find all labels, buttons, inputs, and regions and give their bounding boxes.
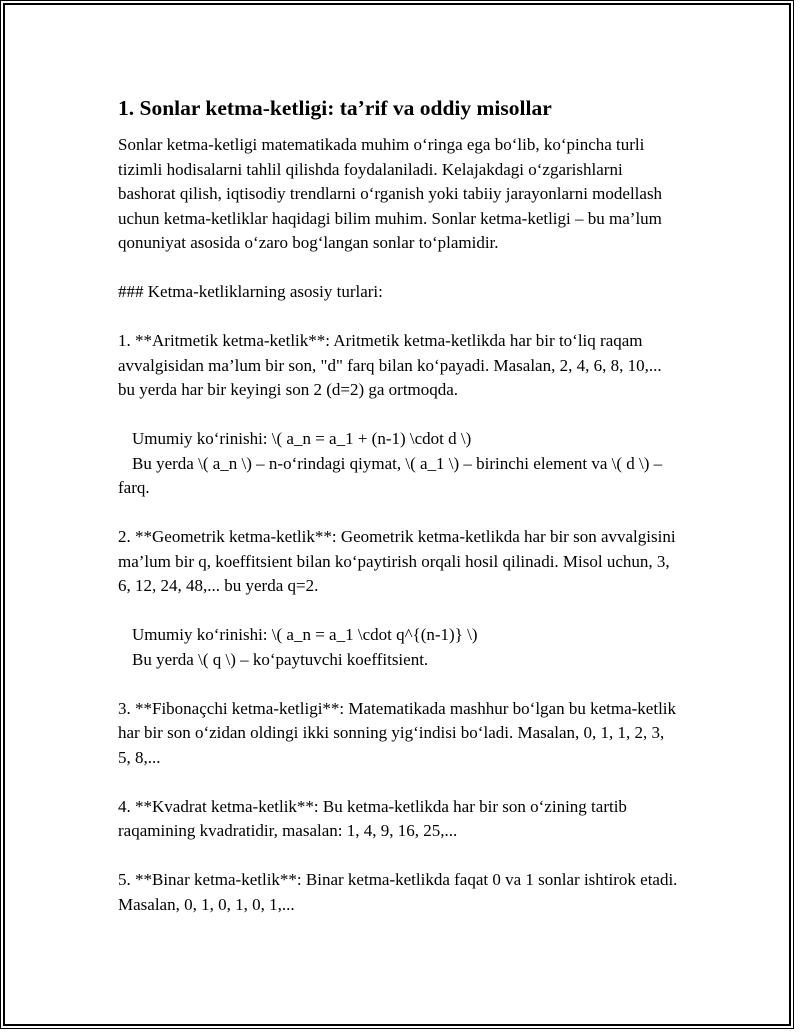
list-item-text: 4. **Kvadrat ketma-ketlik**: Bu ketma-ketlikda har bir son o‘zining tartib raqamining kvadratidir, masalan: 1, 4, 9, 16, 25,... xyxy=(118,796,627,840)
list-item-text: 5. **Binar ketma-ketlik**: Binar ketma-ketlikda faqat 0 va 1 sonlar ishtirok etadi. Masalan, 0, 1, 0, 1, 0, 1,... xyxy=(118,870,678,914)
document-body xyxy=(118,95,680,942)
section-title: 1. Sonlar ketma-ketligi: ta’rif va oddiy misollar xyxy=(118,96,552,120)
list-item-text: 3. **Fibonaçchi ketma-ketligi**: Matematikada mashhur bo‘lgan bu ketma-ketlik har bir son o‘zidan oldingi ikki sonning yig‘indisi bo‘ladi. Masalan, 0, 1, 1, 2, 3, 5, 8,... xyxy=(118,698,677,767)
list-item-square xyxy=(118,795,680,844)
list-item-text: 1. **Aritmetik ketma-ketlik**: Aritmetik ketma-ketlikda har bir to‘liq raqam avvalgisidan ma’lum bir son, "d" farq bilan ko‘payadi. Masalan, 2, 4, 6, 8, 10,... bu yerda har bir keyingi son 2 (d=2) ga ortmoqda. xyxy=(118,331,662,399)
formula-line: Umumiy ko‘rinishi: \( a_n = a_1 \cdot q^{(n-1)} \) xyxy=(132,625,478,644)
list-item-binary xyxy=(118,868,680,917)
list-item-text: 2. **Geometrik ketma-ketlik**: Geometrik ketma-ketlikda har bir son avvalgisini ma’lum bir q, koeffitsient bilan ko‘paytirish orqali hosil qilinadi. Misol uchun, 3, 6, 12, 24, 48,... bu yerda q=2. xyxy=(118,527,676,595)
formula-line: Umumiy ko‘rinishi: \( a_n = a_1 + (n-1) \cdot d \) xyxy=(132,429,472,448)
list-item-arithmetic xyxy=(118,329,680,403)
formula-block-geometric xyxy=(118,623,680,672)
list-item-geometric xyxy=(118,525,680,599)
formula-explanation: Bu yerda \( a_n \) – n-o‘rindagi qiymat, \( a_1 \) – birinchi element va \( d \) – farq. xyxy=(118,453,663,497)
subheading: ### Ketma-ketliklarning asosiy turlari: xyxy=(118,282,383,301)
list-item-fibonacci xyxy=(118,697,680,771)
intro-paragraph: Sonlar ketma-ketligi matematikada muhim o‘ringa ega bo‘lib, ko‘pincha turli tizimli hodisalarni tahlil qilishda foydalaniladi. Kelajakdagi o‘zgarishlarni bashorat qilish, iqtisodiy trendlarni o‘rganish yoki tabiiy jarayonlarni modellash uchun ketma-ketliklar haqidagi bilim muhim. Sonlar ketma-ketligi – bu ma’lum qonuniyat asosida o‘zaro bog‘langan sonlar to‘plamidir. xyxy=(118,135,663,252)
formula-block-arithmetic xyxy=(118,427,680,501)
formula-explanation: Bu yerda \( q \) – ko‘paytuvchi koeffitsient. xyxy=(132,649,429,669)
